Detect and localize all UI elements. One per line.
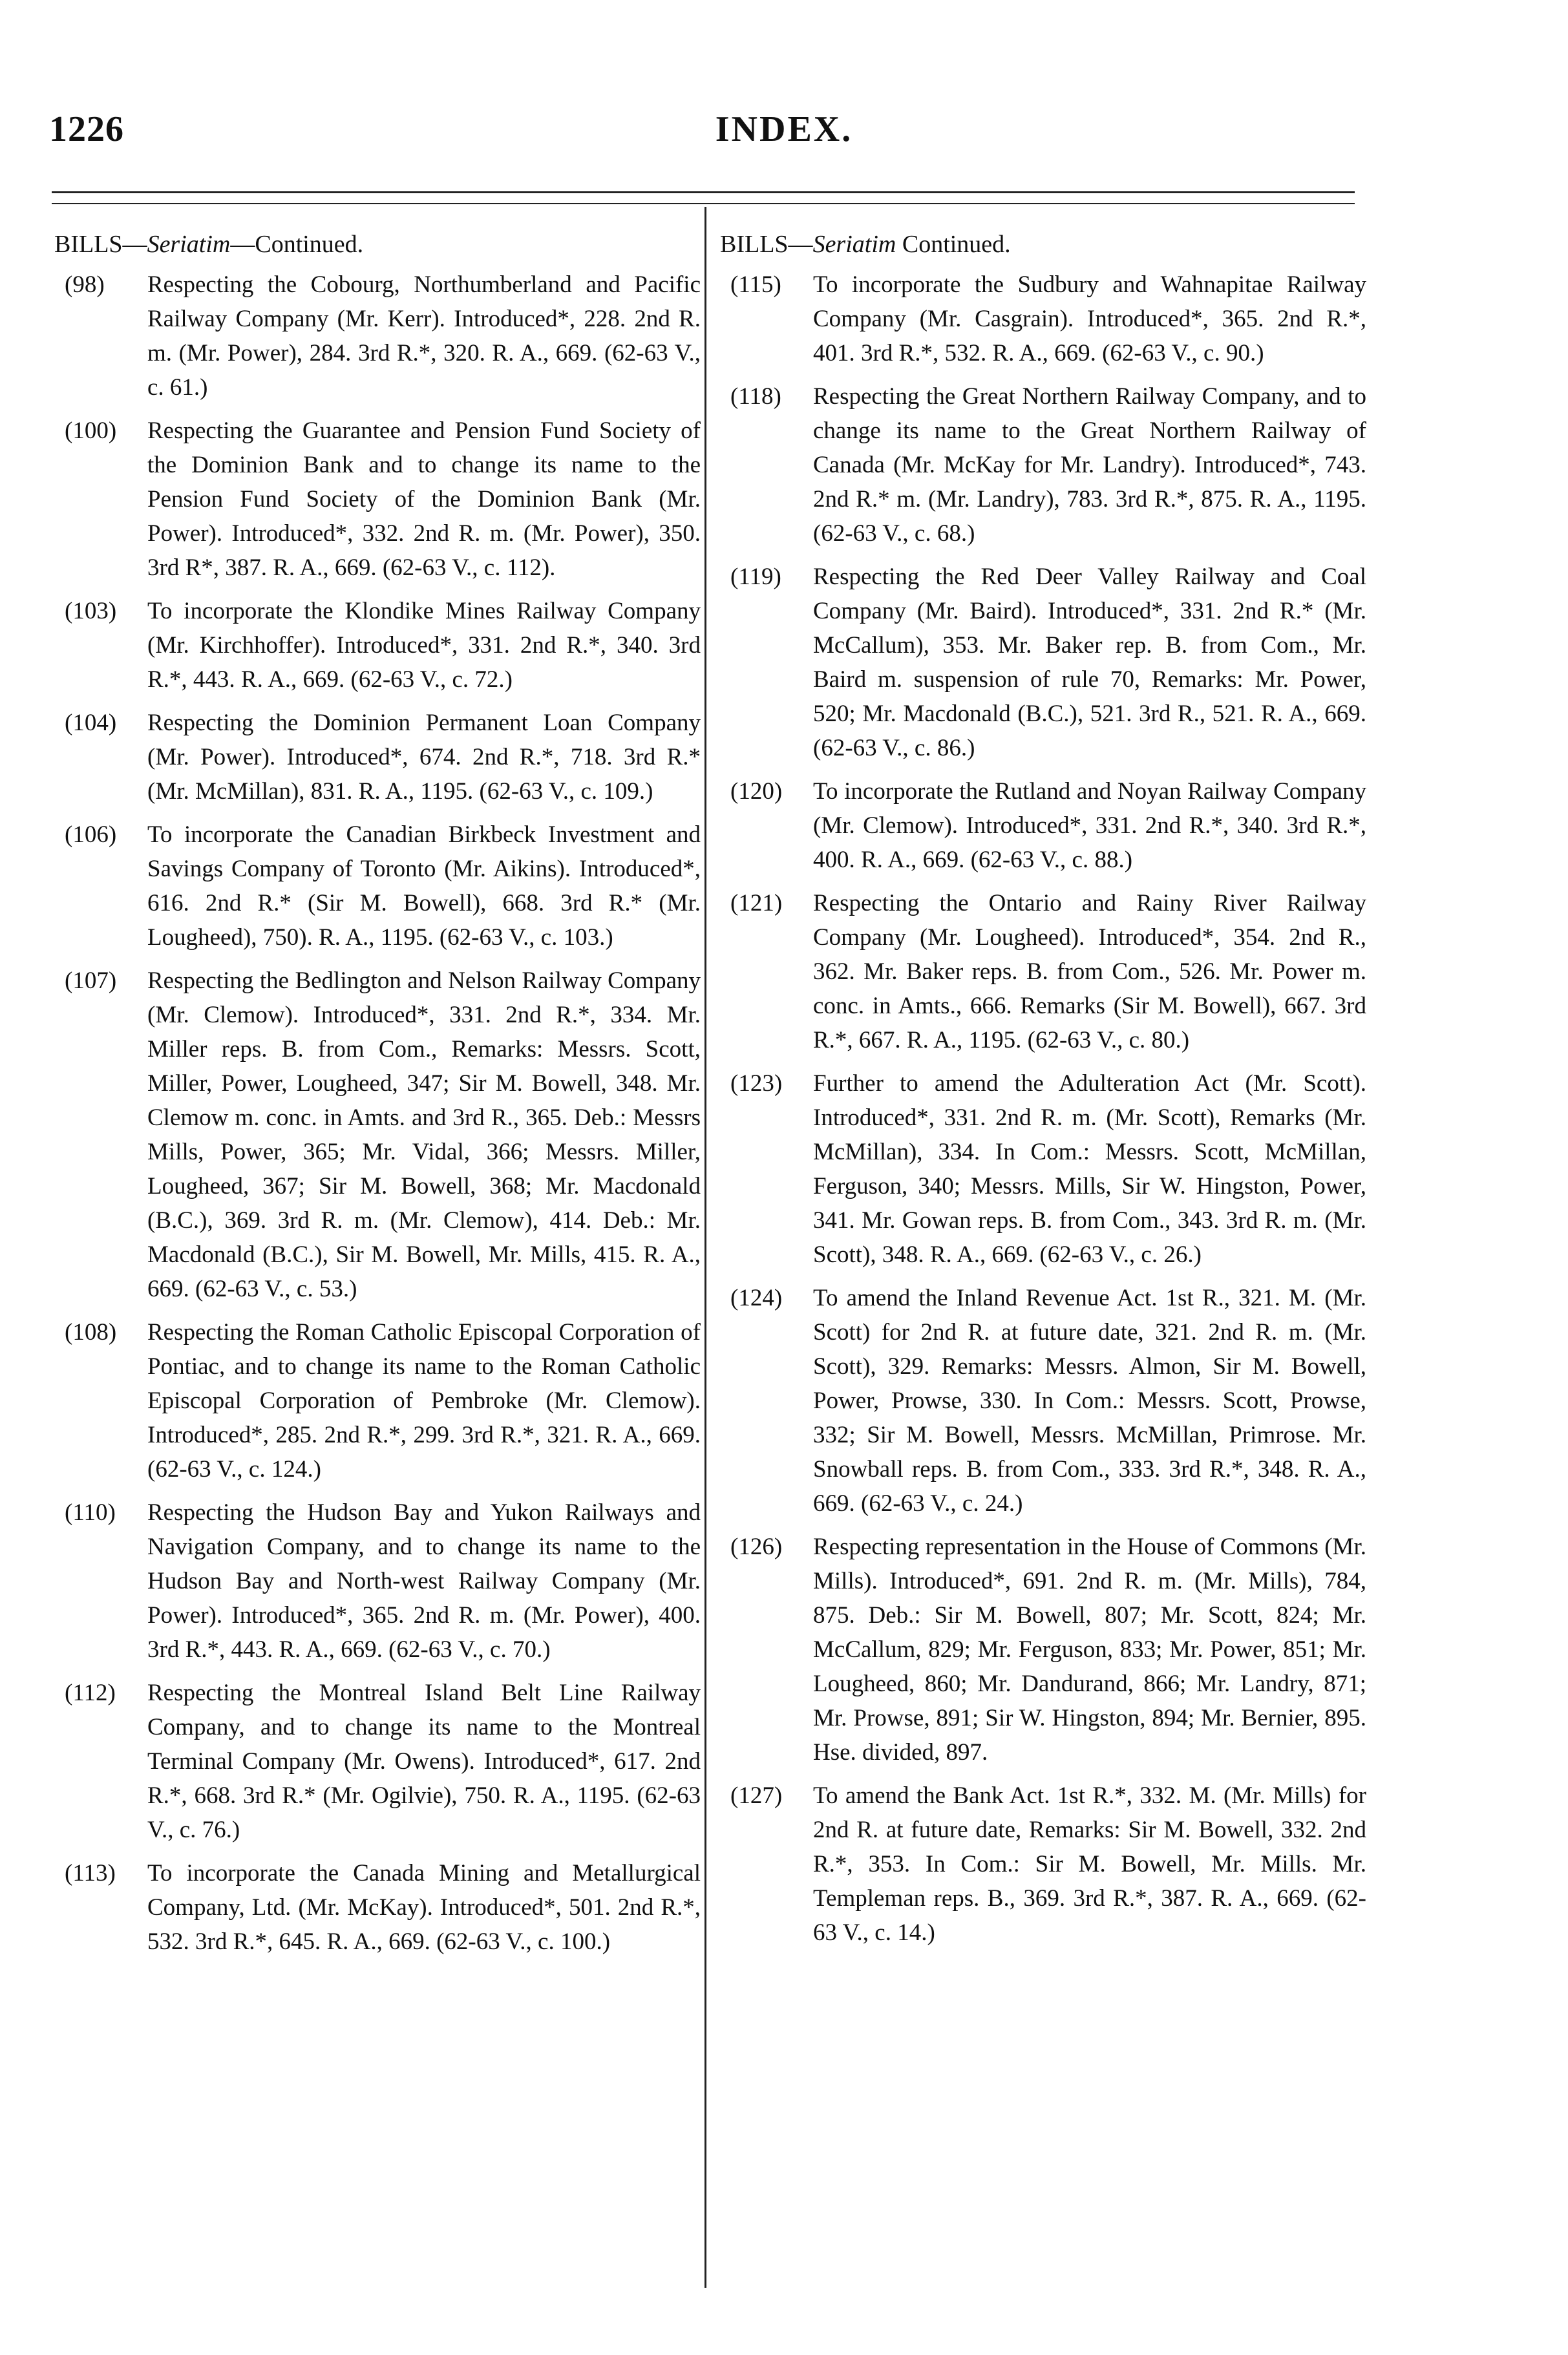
index-entry — [54, 1315, 701, 1486]
entry-number: (107) — [65, 967, 117, 994]
index-entry — [54, 268, 701, 405]
entry-number: (121) — [730, 890, 783, 916]
entry-text: Further to amend the Adulteration Act (Mr. Scott). Introduced*, 331. 2nd R. m. (Mr. Scott), Remarks (Mr. McMillan), 334. In Com.: Messrs. Scott, McMillan, Ferguson, 340; Messrs. Mills, Sir W. Hingston, Power, 341. Mr. Gowan reps. B. from Com., 343. 3rd R. m. (Mr. Scott), 348. R. A., 669. (62-63 V., c. 26.) — [813, 1070, 1366, 1268]
entry-number: (98) — [65, 271, 105, 298]
index-entry — [720, 886, 1366, 1057]
heading-continued: —Continued. — [230, 231, 364, 258]
entry-number: (127) — [730, 1782, 783, 1809]
entry-text: Respecting the Red Deer Valley Railway and Coal Company (Mr. Baird). Introduced*, 331. 2nd R.* (Mr. McCallum), 353. Mr. Baker rep. B. from Com., Mr. Baird m. suspension of rule 70, Remarks: Mr. Power, 520; Mr. Macdonald (B.C.), 521. 3rd R., 521. R. A., 669. (62-63 V., c. 86.) — [813, 564, 1366, 761]
index-entry — [54, 1495, 701, 1667]
index-entry — [54, 706, 701, 808]
index-entry — [720, 1779, 1366, 1950]
index-entry — [54, 818, 701, 955]
index-entry — [54, 594, 701, 697]
heading-main: BILLS— — [54, 231, 147, 258]
entry-text: Respecting the Cobourg, Northumberland and Pacific Railway Company (Mr. Kerr). Introduced*, 228. 2nd R. m. (Mr. Power), 284. 3rd R.*, 320. R. A., 669. (62-63 V., c. 61.) — [147, 271, 701, 401]
entry-text: Respecting the Ontario and Rainy River Railway Company (Mr. Lougheed). Introduced*, 354. 2nd R., 362. Mr. Baker reps. B. from Com., 526. Mr. Power m. conc. in Amts., 666. Remarks (Sir M. Bowell), 667. 3rd R.*, 667. R. A., 1195. (62-63 V., c. 80.) — [813, 890, 1366, 1053]
entry-number: (119) — [730, 564, 781, 590]
page-number: 1226 — [49, 109, 124, 149]
header-rule-bottom — [52, 203, 1355, 204]
entry-text: To incorporate the Klondike Mines Railway Company (Mr. Kirchhoffer). Introduced*, 331. 2nd R.*, 340. 3rd R.*, 443. R. A., 669. (62-63 V., c. 72.) — [147, 598, 701, 693]
entry-number: (106) — [65, 821, 117, 848]
entry-number: (103) — [65, 598, 117, 624]
entry-number: (100) — [65, 417, 117, 444]
index-entry — [720, 1530, 1366, 1769]
entry-number: (112) — [65, 1680, 116, 1706]
heading-main: BILLS— — [720, 231, 813, 258]
heading-continued: Continued. — [896, 231, 1011, 258]
entry-text: To incorporate the Sudbury and Wahnapitae Railway Company (Mr. Casgrain). Introduced*, 365. 2nd R.*, 401. 3rd R.*, 532. R. A., 669. (62-63 V., c. 90.) — [813, 271, 1366, 366]
column-divider — [705, 207, 706, 2288]
entry-text: To amend the Bank Act. 1st R.*, 332. M. (Mr. Mills) for 2nd R. at future date, Remarks: Sir M. Bowell, 332. 2nd R.*, 353. In Com.: Sir M. Bowell, Mr. Mills. Mr. Templeman reps. B., 369. 3rd R.*, 387. R. A., 669. (62-63 V., c. 14.) — [813, 1782, 1366, 1946]
page-title: INDEX. — [715, 109, 853, 149]
left-column — [54, 227, 701, 1968]
entry-number: (108) — [65, 1319, 117, 1346]
entry-text: Respecting representation in the House of Commons (Mr. Mills). Introduced*, 691. 2nd R. m. (Mr. Mills), 784, 875. Deb.: Sir M. Bowell, 807; Mr. Scott, 824; Mr. McCallum, 829; Mr. Ferguson, 833; Mr. Power, 851; Mr. Lougheed, 860; Mr. Dandurand, 866; Mr. Landry, 871; Mr. Prowse, 891; Sir W. Hingston, 894; Mr. Bernier, 895. Hse. divided, 897. — [813, 1534, 1366, 1766]
entry-text: To incorporate the Canadian Birkbeck Investment and Savings Company of Toronto (Mr. Aikins). Introduced*, 616. 2nd R.* (Sir M. Bowell), 668. 3rd R.* (Mr. Lougheed), 750). R. A., 1195. (62-63 V., c. 103.) — [147, 821, 701, 951]
left-column-heading — [54, 227, 701, 261]
entry-number: (104) — [65, 710, 117, 736]
entry-text: Respecting the Bedlington and Nelson Railway Company (Mr. Clemow). Introduced*, 331. 2nd R.*, 334. Mr. Miller reps. B. from Com., Remarks: Messrs. Scott, Miller, Power, Lougheed, 347; Sir M. Bowell, 348. Mr. Clemow m. conc. in Amts. and 3rd R., 365. Deb.: Messrs Mills, Power, 365; Mr. Vidal, 366; Messrs. Miller, Lougheed, 367; Sir M. Bowell, 368; Mr. Macdonald (B.C.), 369. 3rd R. m. (Mr. Clemow), 414. Deb.: Mr. Macdonald (B.C.), Sir M. Bowell, Mr. Mills, 415. R. A., 669. (62-63 V., c. 53.) — [147, 967, 701, 1302]
index-entry — [720, 268, 1366, 370]
entry-text: Respecting the Montreal Island Belt Line Railway Company, and to change its name to the Montreal Terminal Company (Mr. Owens). Introduced*, 617. 2nd R.*, 668. 3rd R.* (Mr. Ogilvie), 750. R. A., 1195. (62-63 V., c. 76.) — [147, 1680, 701, 1843]
entry-number: (126) — [730, 1534, 783, 1560]
entry-number: (124) — [730, 1285, 783, 1311]
index-entry — [720, 1066, 1366, 1272]
entry-text: To amend the Inland Revenue Act. 1st R., 321. M. (Mr. Scott) for 2nd R. at future date, 321. 2nd R. m. (Mr. Scott), 329. Remarks: Messrs. Almon, Sir M. Bowell, Power, Prowse, 330. In Com.: Messrs. Scott, Prowse, 332; Sir M. Bowell, Messrs. McMillan, Primrose. Mr. Snowball reps. B. from Com., 333. 3rd R.*, 348. R. A., 669. (62-63 V., c. 24.) — [813, 1285, 1366, 1517]
heading-sub: Seriatim — [812, 231, 896, 258]
index-entry — [54, 1676, 701, 1847]
entry-number: (113) — [65, 1860, 116, 1886]
index-entry — [720, 1281, 1366, 1521]
entry-number: (123) — [730, 1070, 783, 1097]
entry-number: (118) — [730, 383, 781, 410]
index-entry — [720, 379, 1366, 551]
right-column — [720, 227, 1366, 1959]
heading-sub: Seriatim — [147, 231, 231, 258]
index-entry — [720, 774, 1366, 877]
entry-text: Respecting the Great Northern Railway Company, and to change its name to the Great Northern Railway of Canada (Mr. McKay for Mr. Landry). Introduced*, 743. 2nd R.* m. (Mr. Landry), 783. 3rd R.*, 875. R. A., 1195. (62-63 V., c. 68.) — [813, 383, 1366, 547]
index-entry — [54, 964, 701, 1306]
right-column-heading — [720, 227, 1366, 261]
index-entry — [54, 414, 701, 585]
index-entry — [720, 560, 1366, 765]
entry-text: To incorporate the Canada Mining and Metallurgical Company, Ltd. (Mr. McKay). Introduced*, 501. 2nd R.*, 532. 3rd R.*, 645. R. A., 669. (62-63 V., c. 100.) — [147, 1860, 701, 1955]
entry-text: Respecting the Dominion Permanent Loan Company (Mr. Power). Introduced*, 674. 2nd R.*, 718. 3rd R.* (Mr. McMillan), 831. R. A., 1195. (62-63 V., c. 109.) — [147, 710, 701, 805]
index-entry — [54, 1856, 701, 1959]
entry-text: Respecting the Guarantee and Pension Fund Society of the Dominion Bank and to change its name to the Pension Fund Society of the Dominion Bank (Mr. Power). Introduced*, 332. 2nd R. m. (Mr. Power), 350. 3rd R*, 387. R. A., 669. (62-63 V., c. 112). — [147, 417, 701, 581]
entry-text: Respecting the Roman Catholic Episcopal Corporation of Pontiac, and to change its name to the Roman Catholic Episcopal Corporation of Pembroke (Mr. Clemow). Introduced*, 285. 2nd R.*, 299. 3rd R.*, 321. R. A., 669. (62-63 V., c. 124.) — [147, 1319, 701, 1483]
entry-number: (120) — [730, 778, 783, 805]
entry-number: (115) — [730, 271, 781, 298]
entry-text: Respecting the Hudson Bay and Yukon Railways and Navigation Company, and to change its name to the Hudson Bay and North-west Railway Company (Mr. Power). Introduced*, 365. 2nd R. m. (Mr. Power), 400. 3rd R.*, 443. R. A., 669. (62-63 V., c. 70.) — [147, 1499, 701, 1663]
header-rule-top — [52, 191, 1355, 193]
entry-number: (110) — [65, 1499, 116, 1526]
entry-text: To incorporate the Rutland and Noyan Railway Company (Mr. Clemow). Introduced*, 331. 2nd R.*, 340. 3rd R.*, 400. R. A., 669. (62-63 V., c. 88.) — [813, 778, 1366, 873]
